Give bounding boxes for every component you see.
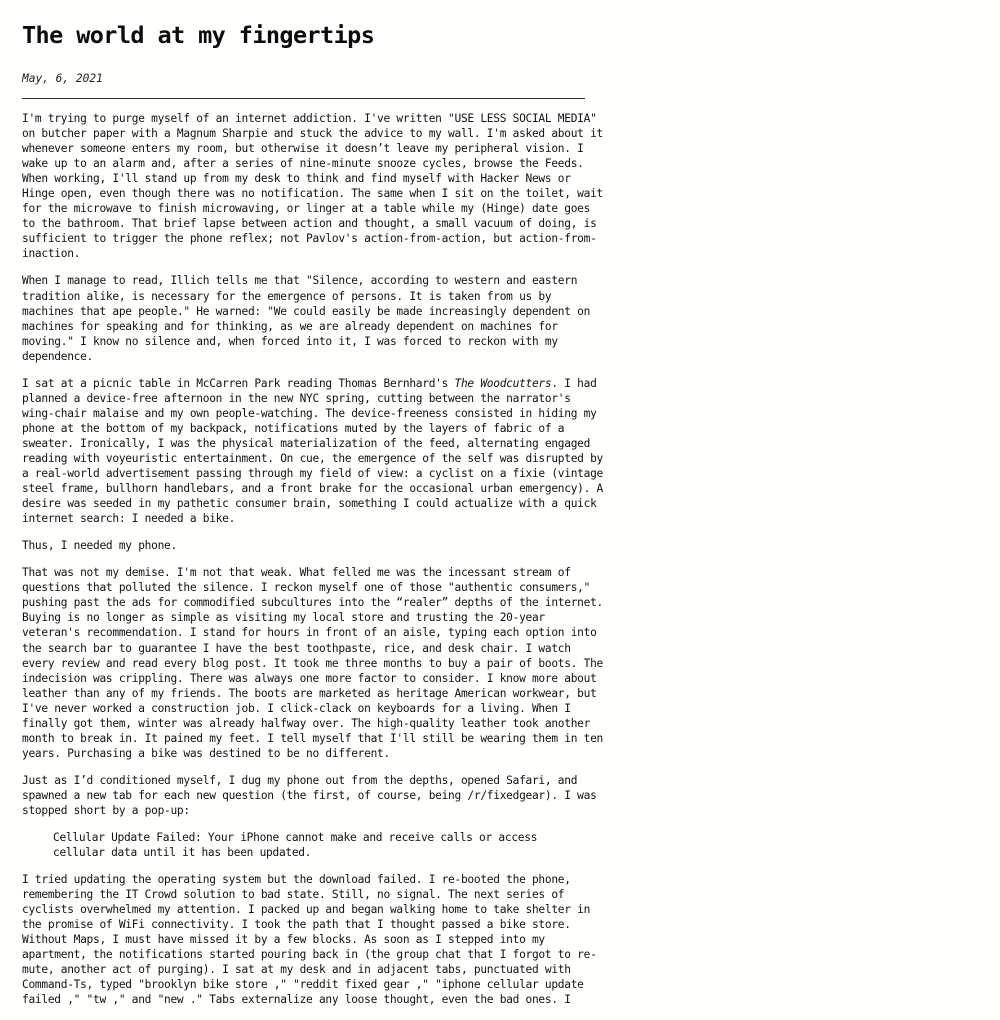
text-line: phone at the bottom of my backpack, notifications muted by the layers of fabric of a — [22, 421, 565, 435]
text-line: Command-Ts, typed "brooklyn bike store ," "reddit fixed gear ," "iphone cellular update — [22, 978, 584, 992]
paragraph-7 — [22, 872, 597, 1007]
text-line: moving." I know no silence and, when forced into it, I was forced to reckon with my — [22, 334, 558, 348]
text-line: pushing past the ads for commodified subcultures into the “realer” depths of the internet. — [22, 596, 603, 610]
article — [22, 14, 603, 1020]
text-line: I've never worked a construction job. I click-clack on keyboards for a living. When I — [22, 701, 571, 715]
text-line: the search bar to guarantee I have the best toothpaste, rice, and desk chair. I watch — [22, 641, 571, 655]
text-line: inaction. — [22, 247, 81, 261]
popup-quote — [53, 830, 585, 860]
paragraph-4 — [22, 538, 585, 553]
text-line: failed ," "tw ," and "new ." Tabs externalize any loose thought, even the bad ones. I — [22, 993, 571, 1007]
text-line: Just as I’d conditioned myself, I dug my phone out from the depths, opened Safari, and — [22, 773, 578, 787]
paragraph-3 — [22, 376, 603, 526]
text-line: every review and read every blog post. It took me three months to buy a pair of boots. The — [22, 656, 603, 670]
text-line: indecision was crippling. There was always one more factor to consider. I know more about — [22, 671, 597, 685]
paragraph-2 — [22, 273, 591, 363]
text-line: apartment, the notifications started pouring back in (the group chat that I forgot to re- — [22, 948, 597, 962]
text-line: whenever someone enters my room, but otherwise it doesn’t leave my peripheral vision. I — [22, 142, 584, 156]
text-line: questions that polluted the silence. I reckon myself one of those "authentic consumers," — [22, 581, 591, 595]
text-line: stopped short by a pop-up: — [22, 803, 190, 817]
text-line: I'm trying to purge myself of an internet addiction. I've written "USE LESS SOCIAL MEDIA" — [22, 112, 597, 125]
text-line: wing-chair malaise and my own people-watching. The device-freeness consisted in hiding my — [22, 406, 597, 420]
text-line: remembering the IT Crowd solution to bad state. Still, no signal. The next series of — [22, 888, 565, 902]
text-line: steel frame, bullhorn handlebars, and a front brake for the occasional urban emergency). A — [22, 482, 603, 496]
text-line: When I manage to read, Illich tells me that "Silence, according to western and eastern — [22, 274, 578, 288]
text-line: cellular data until it has been updated. — [53, 846, 312, 860]
text-line: internet search: I needed a bike. — [22, 512, 236, 526]
text-line: machines for speaking and for thinking, as we are already dependent on machines for — [22, 319, 558, 333]
text-line: When working, I'll stand up from my desk to think and find myself with Hacker News or — [22, 172, 571, 186]
post-title: The world at my fingertips — [22, 21, 375, 49]
text-line: mute, another act of purging). I sat at my desk and in adjacent tabs, punctuated with — [22, 963, 571, 977]
text-line: years. Purchasing a bike was destined to be no different. — [22, 746, 390, 760]
text-line: reading with voyeuristic entertainment. On cue, the emergence of the self was disrupted by — [22, 451, 603, 465]
text-line: month to break in. It pained my feet. I tell myself that I'll still be wearing them in ten — [22, 731, 603, 745]
text-line: the promise of WiFi connectivity. I took the path that I thought passed a bike store. — [22, 918, 571, 932]
text-line: planned a device-free afternoon in the new NYC spring, cutting between the narrator's — [22, 391, 571, 405]
text-line: I tried updating the operating system but the download failed. I re-booted the phone, — [22, 873, 571, 887]
text-fragment: . I had — [551, 376, 597, 390]
text-line: dependence. — [22, 349, 94, 363]
text-line: sweater. Ironically, I was the physical materialization of the feed, alternating engaged — [22, 436, 591, 450]
title-divider — [22, 98, 585, 99]
text-line: That was not my demise. I'm not that weak. What felled me was the incessant stream of — [22, 566, 571, 580]
paragraph-5 — [22, 565, 603, 761]
text-line: Thus, I needed my phone. — [22, 539, 177, 553]
text-line — [22, 376, 597, 391]
text-line: Hinge open, even though there was no notification. The same when I sit on the toilet, wait — [22, 187, 603, 201]
text-line: cyclists overwhelmed my attention. I packed up and began walking home to take shelter in — [22, 903, 591, 917]
text-fragment: I sat at a picnic table in McCarren Park reading Thomas Bernhard's — [22, 376, 455, 390]
text-line: finally got them, winter was already halfway over. The high-quality leather took another — [22, 716, 591, 730]
text-line: on butcher paper with a Magnum Sharpie and stuck the advice to my wall. I'm asked about it — [22, 127, 603, 141]
book-title: The Woodcutters — [454, 376, 552, 390]
text-line: spawned a new tab for each new question (the first, of course, being /r/fixedgear). I was — [22, 788, 597, 802]
text-line: Cellular Update Failed: Your iPhone cannot make and receive calls or access — [53, 831, 538, 845]
post-date: May, 6, 2021 — [22, 72, 103, 85]
text-line: veteran's recommendation. I stand for hours in front of an aisle, typing each option into — [22, 626, 597, 640]
text-line: tradition alike, is necessary for the emergence of persons. It is taken from us by — [22, 289, 552, 303]
paragraph-1 — [22, 111, 603, 261]
text-line: to the bathroom. That brief lapse between action and thought, a small vacuum of doing, is — [22, 217, 597, 231]
text-line: desire was seeded in my pathetic consumer brain, something I could actualize with a quick — [22, 497, 597, 511]
paragraph-6 — [22, 773, 597, 818]
text-line: Without Maps, I must have missed it by a few blocks. As soon as I stepped into my — [22, 933, 545, 947]
text-line: machines that ape people." He warned: "We could easily be made increasingly dependent on — [22, 304, 591, 318]
text-line: leather than any of my friends. The boots are marketed as heritage American workwear, but — [22, 686, 597, 700]
text-line: Buying is no longer as simple as visiting my local store and trusting the 20-year — [22, 611, 545, 625]
text-line: a real-world advertisement passing through my field of view: a cyclist on a fixie (vintage — [22, 467, 603, 481]
text-line: wake up to an alarm and, after a series of nine-minute snooze cycles, browse the Feeds. — [22, 157, 584, 171]
text-line: for the microwave to finish microwaving, or linger at a table while my (Hinge) date goes — [22, 202, 591, 216]
text-line: sufficient to trigger the phone reflex; not Pavlov's action-from-action, but action-from- — [22, 232, 597, 246]
